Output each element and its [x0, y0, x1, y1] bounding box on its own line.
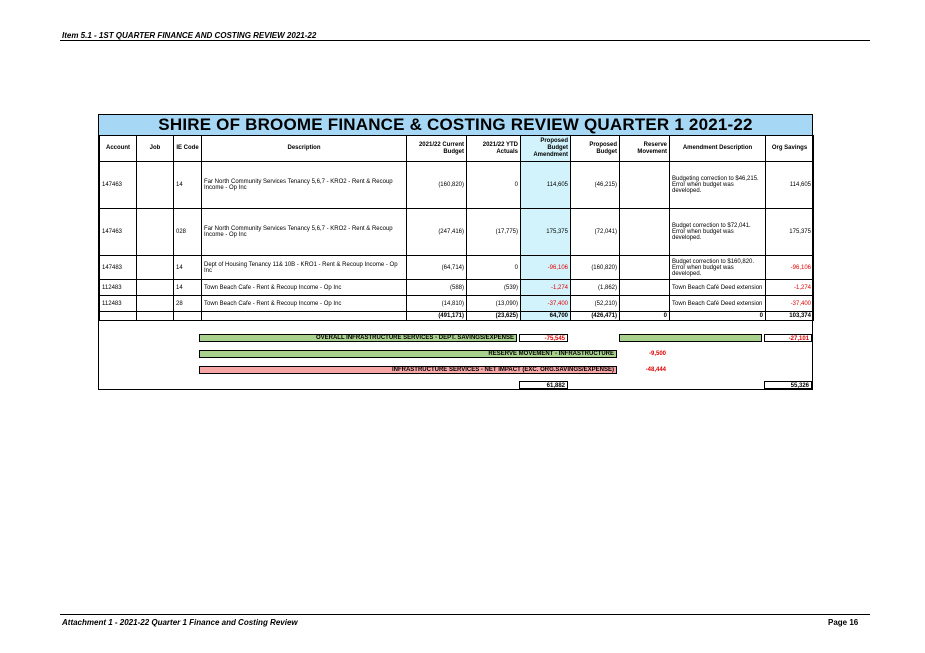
header-divider: [60, 40, 870, 41]
cell-ie-code: 14: [174, 280, 202, 296]
cell-reserve-movement: [620, 256, 670, 280]
cell-account: 147483: [100, 256, 137, 280]
cell-proposed-budget: (1,862): [571, 280, 620, 296]
cell-ytd-actuals: 0: [467, 256, 521, 280]
overall-savings-label: OVERALL INFRASTRUCTURE SERVICES - DEPT. SAVINGS/EXPENSE: [199, 334, 517, 342]
col-header-job: Job: [137, 136, 174, 162]
total-amendment: 64,700: [521, 312, 571, 321]
cell-job: [137, 256, 174, 280]
final-amendment-total: 61,882: [519, 381, 568, 389]
cell-org-savings: -37,400: [766, 296, 814, 312]
cell-description: Dept of Housing Tenancy 11& 10B - KRO1 - Rent & Recoup Income - Op Inc: [202, 256, 407, 280]
cell-amendment: 114,605: [521, 162, 571, 209]
overall-org-savings-value: -27,101: [764, 334, 812, 342]
cell-org-savings: -96,106: [766, 256, 814, 280]
cell-job: [137, 296, 174, 312]
cell-account: 147463: [100, 162, 137, 209]
net-impact-value: -48,444: [645, 367, 666, 373]
total-proposed-budget: (426,471): [571, 312, 620, 321]
total-org-savings: 103,374: [766, 312, 814, 321]
cell-proposed-budget: (46,215): [571, 162, 620, 209]
cell-org-savings: 114,605: [766, 162, 814, 209]
reserve-movement-value: -9,500: [648, 351, 666, 357]
final-org-savings-total: 55,326: [764, 381, 812, 389]
table-row: [100, 296, 814, 312]
cell-org-savings: 175,375: [766, 209, 814, 256]
footer-attachment-title: Attachment 1 - 2021-22 Quarter 1 Finance and Costing Review: [62, 618, 298, 627]
cell-current-budget: (64,714): [407, 256, 467, 280]
table-row: [100, 162, 814, 209]
reserve-movement-label: RESERVE MOVEMENT - INFRASTRUCTURE: [199, 350, 617, 358]
cell-amendment: 175,375: [521, 209, 571, 256]
cell-current-budget: (588): [407, 280, 467, 296]
col-header-org-savings: Org Savings: [766, 136, 814, 162]
col-header-current-budget: 2021/22 Current Budget: [407, 136, 467, 162]
cell-description: Town Beach Cafe - Rent & Recoup Income - Op Inc: [202, 296, 407, 312]
col-header-proposed-budget: Proposed Budget: [571, 136, 620, 162]
total-current-budget: (491,171): [407, 312, 467, 321]
cell-ytd-actuals: 0: [467, 162, 521, 209]
footer-divider: [60, 614, 870, 615]
cell-job: [137, 162, 174, 209]
finance-table: [99, 135, 814, 321]
overall-savings-bar-right: [619, 334, 762, 342]
cell-org-savings: -1,274: [766, 280, 814, 296]
cell-job: [137, 280, 174, 296]
cell-ie-code: 028: [174, 209, 202, 256]
cell-proposed-budget: (52,210): [571, 296, 620, 312]
cell-ie-code: 14: [174, 256, 202, 280]
cell-reserve-movement: [620, 296, 670, 312]
page-header-title: Item 5.1 - 1ST QUARTER FINANCE AND COSTING REVIEW 2021-22: [62, 31, 317, 40]
cell-amendment-description: Budget correction to $72,041. Error when budget was developed.: [670, 209, 766, 256]
cell-ie-code: 14: [174, 162, 202, 209]
col-header-account: Account: [100, 136, 137, 162]
col-header-amendment-description: Amendment Description: [670, 136, 766, 162]
total-ytd-actuals: (23,625): [467, 312, 521, 321]
cell-ytd-actuals: (539): [467, 280, 521, 296]
cell-reserve-movement: [620, 209, 670, 256]
cell-ie-code: 28: [174, 296, 202, 312]
table-row: [100, 280, 814, 296]
table-header-row: [100, 136, 814, 162]
cell-amendment-description: Budget correction to $160,820. Error when budget was developed.: [670, 256, 766, 280]
net-impact-label: INFRASTRUCTURE SERVICES - NET IMPACT (EXC. ORG.SAVINGS/EXPENSE): [199, 366, 617, 374]
col-header-reserve-movement: Reserve Movement: [620, 136, 670, 162]
cell-reserve-movement: [620, 280, 670, 296]
footer-page-number: Page 16: [828, 618, 859, 627]
totals-row: [100, 312, 814, 321]
cell-amendment: -96,106: [521, 256, 571, 280]
table-row: [100, 256, 814, 280]
cell-amendment-description: Town Beach Café Deed extension: [670, 296, 766, 312]
cell-job: [137, 209, 174, 256]
cell-amendment-description: Town Beach Café Deed extension: [670, 280, 766, 296]
cell-current-budget: (247,416): [407, 209, 467, 256]
col-header-ie-code: IE Code: [174, 136, 202, 162]
table-row: [100, 209, 814, 256]
cell-current-budget: (160,820): [407, 162, 467, 209]
cell-proposed-budget: (160,820): [571, 256, 620, 280]
cell-proposed-budget: (72,041): [571, 209, 620, 256]
total-reserve-movement: 0: [620, 312, 670, 321]
cell-ytd-actuals: (17,775): [467, 209, 521, 256]
col-header-proposed-amendment: Proposed Budget Amendment: [521, 136, 571, 162]
cell-current-budget: (14,810): [407, 296, 467, 312]
cell-amendment: -37,400: [521, 296, 571, 312]
cell-account: 112483: [100, 296, 137, 312]
col-header-description: Description: [202, 136, 407, 162]
cell-description: Town Beach Cafe - Rent & Recoup Income - Op Inc: [202, 280, 407, 296]
overall-savings-value: -75,545: [519, 334, 568, 342]
report-title: SHIRE OF BROOME FINANCE & COSTING REVIEW QUARTER 1 2021-22: [99, 115, 812, 135]
cell-account: 112483: [100, 280, 137, 296]
cell-amendment-description: Budgeting correction to $46,215. Error when budget was developed.: [670, 162, 766, 209]
col-header-ytd-actuals: 2021/22 YTD Actuals: [467, 136, 521, 162]
cell-description: Far North Community Services Tenancy 5,6,7 - KRO2 - Rent & Recoup Income - Op Inc: [202, 209, 407, 256]
cell-account: 147463: [100, 209, 137, 256]
cell-description: Far North Community Services Tenancy 5,6,7 - KRO2 - Rent & Recoup Income - Op Inc: [202, 162, 407, 209]
total-amendment-description: 0: [670, 312, 766, 321]
cell-reserve-movement: [620, 162, 670, 209]
cell-ytd-actuals: (13,090): [467, 296, 521, 312]
cell-amendment: -1,274: [521, 280, 571, 296]
